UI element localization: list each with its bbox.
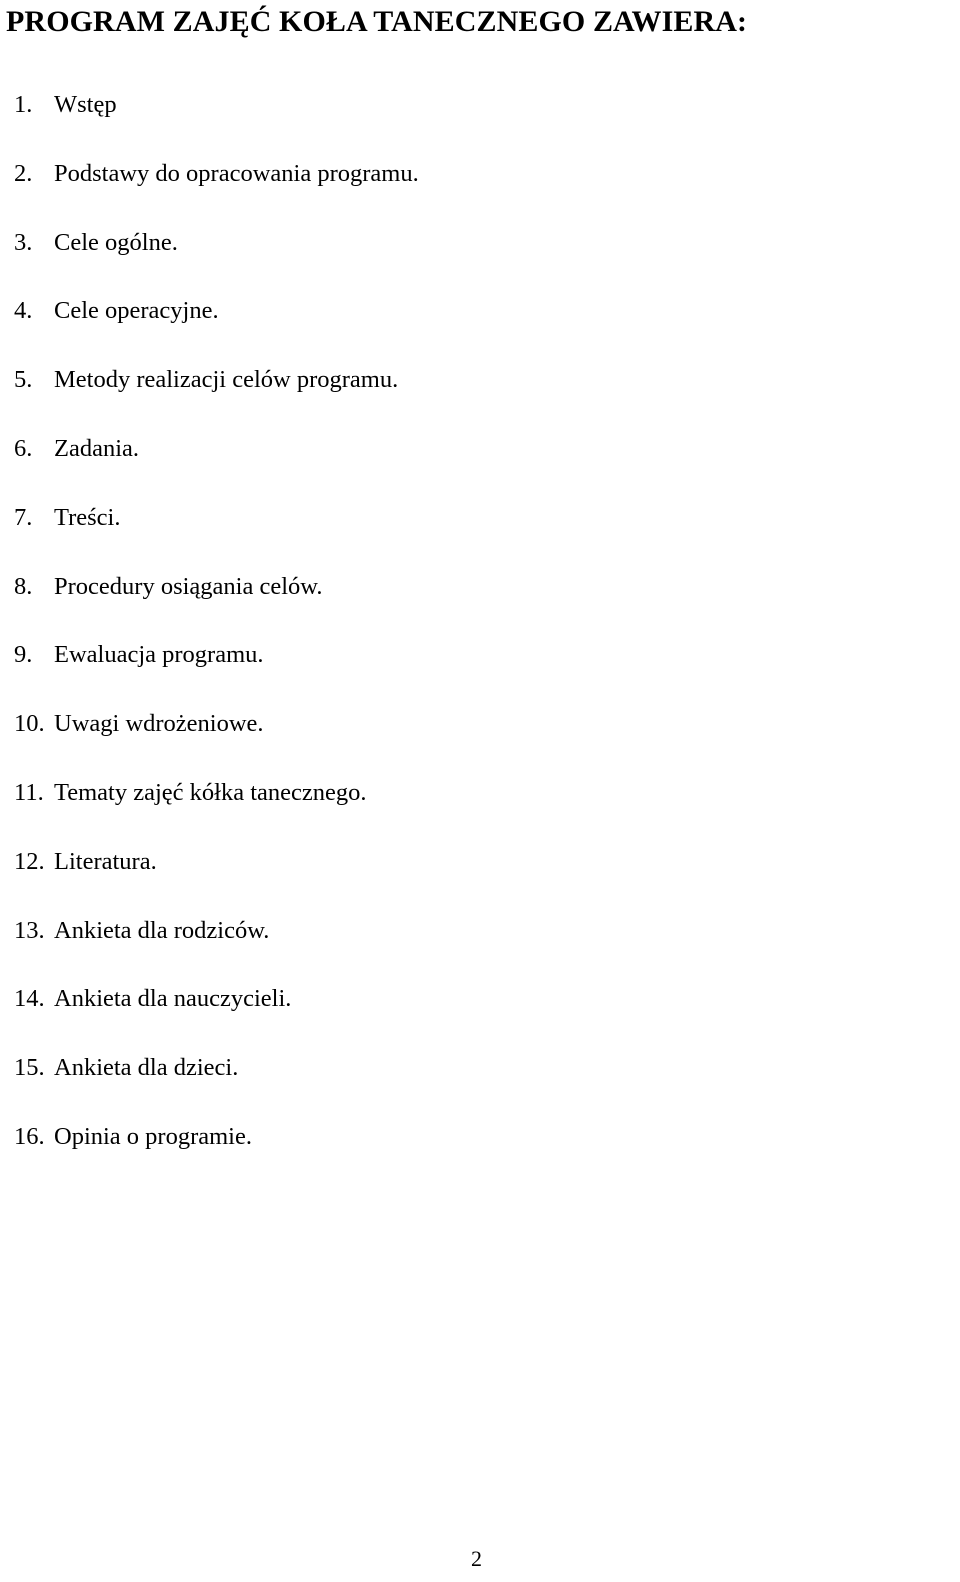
list-item <box>14 362 419 431</box>
list-item-number: 4. <box>14 297 33 325</box>
contents-list <box>14 87 419 1188</box>
list-item <box>14 293 419 362</box>
list-item-number: 15. <box>14 1054 45 1082</box>
list-item-number: 6. <box>14 434 33 462</box>
list-item <box>14 913 419 982</box>
list-item <box>14 569 419 638</box>
list-item <box>14 775 419 844</box>
list-item-text: Podstawy do opracowania programu. <box>54 159 419 187</box>
list-item <box>14 156 419 225</box>
list-item-text: Procedury osiągania celów. <box>54 572 323 600</box>
list-item-number: 12. <box>14 847 45 875</box>
list-item-text: Ewaluacja programu. <box>54 641 264 669</box>
list-item-text: Treści. <box>54 503 121 531</box>
list-item-number: 14. <box>14 985 45 1013</box>
list-item-number: 10. <box>14 710 45 738</box>
list-item-number: 3. <box>14 228 33 256</box>
list-item <box>14 431 419 500</box>
list-item-number: 1. <box>14 91 33 118</box>
list-item-number: 7. <box>14 503 33 531</box>
list-item-text: Zadania. <box>54 434 140 462</box>
list-item-text: Opinia o programie. <box>54 1122 252 1150</box>
list-item-number: 9. <box>14 641 33 669</box>
list-item-text: Ankieta dla dzieci. <box>54 1054 239 1082</box>
list-item-number: 8. <box>14 572 33 600</box>
list-item <box>14 500 419 569</box>
list-item <box>14 225 419 294</box>
list-item-text: Cele operacyjne. <box>54 297 219 325</box>
list-item-text: Cele ogólne. <box>54 228 178 256</box>
page-title: PROGRAM ZAJĘĆ KOŁA TANECZNEGO ZAWIERA: <box>6 5 748 38</box>
list-item-text: Wstęp <box>54 91 117 118</box>
list-item-number: 5. <box>14 366 33 394</box>
list-item-number: 16. <box>14 1122 45 1150</box>
list-item-text: Tematy zajęć kółka tanecznego. <box>54 778 367 806</box>
list-item <box>14 981 419 1050</box>
list-item-number: 11. <box>14 778 44 806</box>
list-item <box>14 1050 419 1119</box>
page-number: 2 <box>471 1546 482 1571</box>
list-item-number: 2. <box>14 159 33 187</box>
list-item <box>14 87 419 156</box>
list-item-text: Literatura. <box>54 847 157 875</box>
list-item <box>14 844 419 913</box>
list-item <box>14 637 419 706</box>
list-item-number: 13. <box>14 916 45 944</box>
list-item <box>14 1119 419 1188</box>
list-item-text: Ankieta dla rodziców. <box>54 916 270 944</box>
list-item-text: Uwagi wdrożeniowe. <box>54 710 264 738</box>
list-item-text: Ankieta dla nauczycieli. <box>54 985 292 1013</box>
list-item-text: Metody realizacji celów programu. <box>54 366 399 394</box>
list-item <box>14 706 419 775</box>
